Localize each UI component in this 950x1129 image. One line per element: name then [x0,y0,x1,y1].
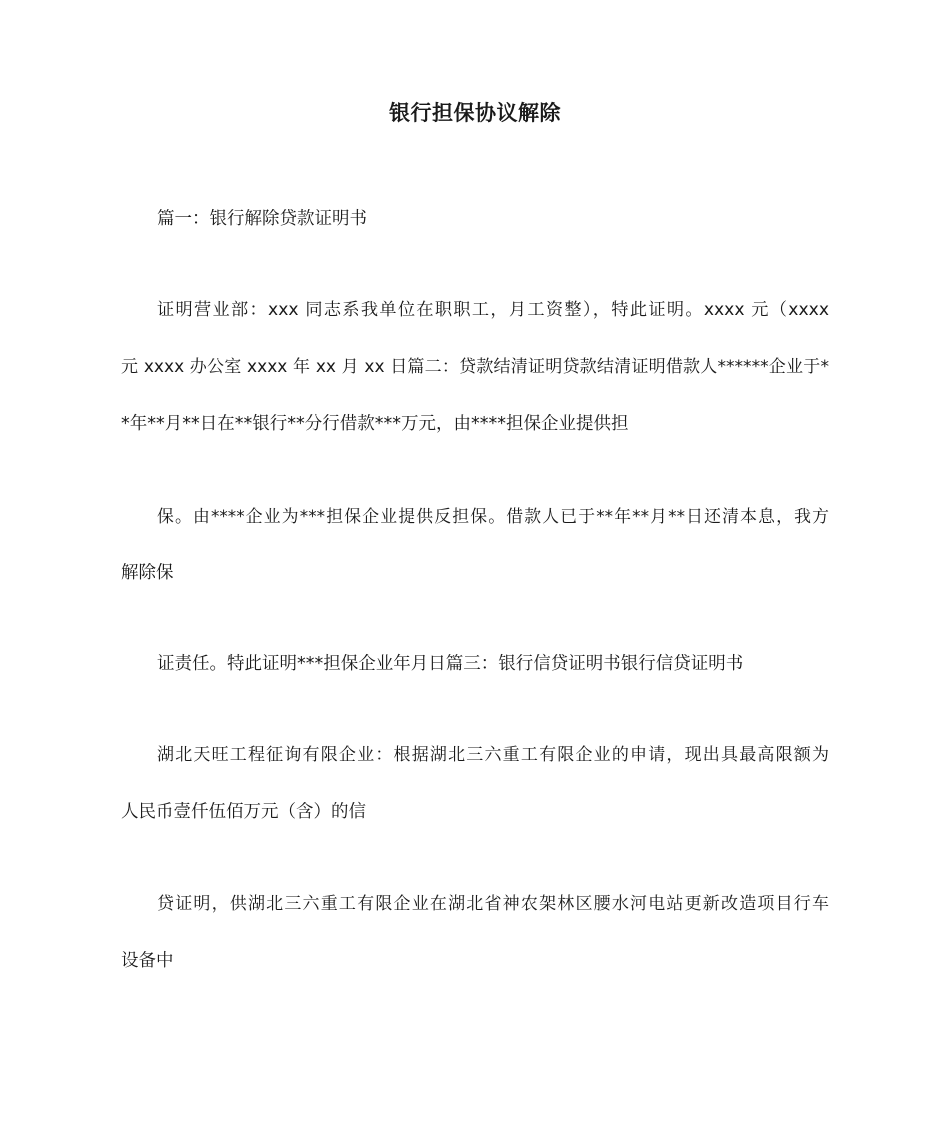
paragraph-4 [121,636,829,693]
paragraph-2-line-3: *年**月**日在**银行**分行借款***万元，由****担保企业提供担 [121,414,629,434]
paragraph-5-line-1: 湖北天旺工程征询有限企业：根据湖北三六重工有限企业的申请，现出具最高限额为 [157,745,829,765]
document-title: 银行担保协议解除 [389,101,561,125]
paragraph-5-line-2: 人民币壹仟伍佰万元（含）的信 [121,802,366,822]
paragraph-3-line-1: 保。由****企业为***担保企业提供反担保。借款人已于**年**月**日还清本息，我方 [157,506,829,526]
paragraph-1 [121,191,829,248]
paragraph-3 [121,488,829,602]
paragraph-4-line-1: 证责任。特此证明***担保企业年月日篇三：银行信贷证明书银行信贷证明书 [157,654,744,674]
paragraph-3-line-2: 解除保 [121,563,174,583]
paragraph-2-line-1: 证明营业部：xxx 同志系我单位在职职工，月工资整），特此证明。xxxx 元（xxxx [157,300,829,320]
paragraph-1-line-1: 篇一：银行解除贷款证明书 [157,209,367,229]
paragraph-6-line-1: 贷证明，供湖北三六重工有限企业在湖北省神农架林区腰水河电站更新改造项目行车 [157,894,829,914]
paragraph-5 [121,727,829,841]
paragraph-6 [121,876,829,990]
paragraph-6-line-2: 设备中 [121,951,174,971]
paragraph-2-line-2: 元 xxxx 办公室 xxxx 年 xx 月 xx 日篇二：贷款结清证明贷款结清证明借款人******企业于* [121,357,829,377]
paragraph-2 [121,282,829,453]
